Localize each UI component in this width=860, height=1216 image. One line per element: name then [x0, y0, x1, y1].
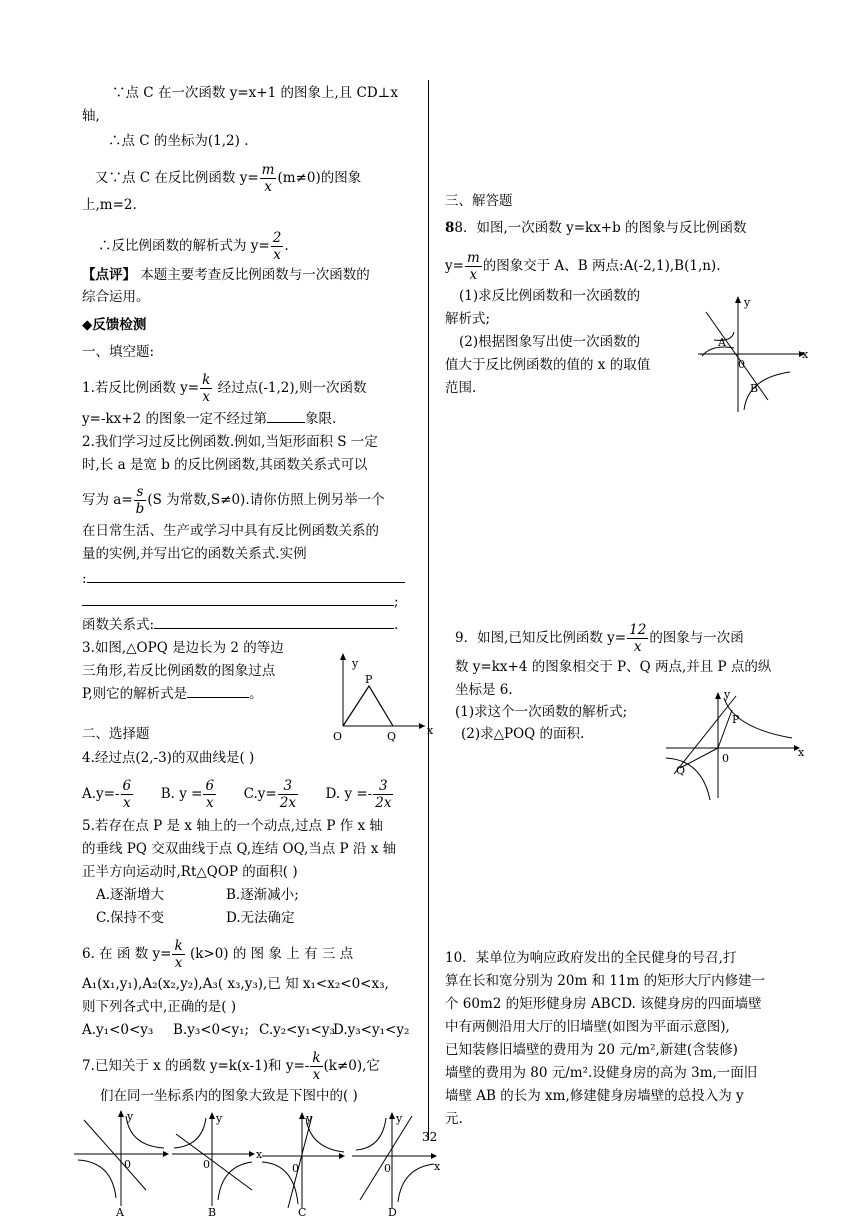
text-line: 在日常生活、生产或学习中具有反比例函数关系的: [82, 523, 379, 539]
svg-text:0: 0: [292, 1162, 299, 1175]
section-heading: 一、填空题:: [82, 344, 155, 360]
svg-text:A: A: [116, 1206, 124, 1216]
svg-text:y: y: [127, 1110, 134, 1123]
question-6: 6. 在 函 数 y= $\frac{k}{x}$ (k>0) 的 图 象 上 有 三 点: [82, 938, 354, 971]
svg-text:C: C: [298, 1206, 307, 1216]
svg-text:0: 0: [722, 752, 729, 765]
option: B.逐渐减小;: [226, 887, 299, 903]
axis-label-x: x: [427, 724, 434, 737]
svg-text:y: y: [396, 1112, 403, 1125]
text-line: 已知装修旧墙壁的费用为 20 元/m²,新建(含装修): [445, 1042, 738, 1058]
text-line: (2)根据图象写出使一次函数的: [459, 334, 641, 350]
graph-option-d: [348, 1108, 444, 1216]
svg-text:x: x: [256, 1148, 263, 1161]
svg-text:x: x: [798, 746, 805, 759]
graph-q9: [662, 688, 804, 802]
axis-label-y: y: [352, 657, 359, 670]
text-line: ∴点 C 的坐标为(1,2) .: [108, 133, 249, 149]
text-line: ∵点 C 在一次函数 y=x+1 的图象上,且 CD⊥x: [112, 85, 398, 101]
text-line: (1)求反比例函数和一次函数的: [459, 288, 641, 304]
text-line: 又∵点 C 在反比例函数 y= $\frac{m}{x}$ (m≠0)的图象: [95, 162, 362, 195]
option: B.y₃<0<y₁;: [173, 1022, 250, 1038]
svg-text:P: P: [732, 713, 740, 726]
graph-q8: [694, 292, 810, 416]
section-heading: 三、解答题: [445, 193, 513, 209]
text-line: 数 y=kx+4 的图象相交于 P、Q 两点,并且 P 点的纵: [455, 659, 772, 675]
text-line: 正半方向运动时,Rt△QOP 的面积( ): [82, 864, 298, 880]
text-line: 轴,: [82, 108, 100, 124]
svg-text:0: 0: [203, 1158, 210, 1171]
text-line: 上,m=2.: [82, 197, 137, 213]
svg-text:0: 0: [738, 358, 745, 371]
svg-text:B: B: [750, 382, 759, 395]
page-number: 32: [422, 1130, 438, 1144]
svg-text:A: A: [718, 336, 726, 349]
svg-text:Q: Q: [676, 764, 686, 777]
question-7: 7.已知关于 x 的函数 y=k(x-1)和 y=- $\frac{k}{x}$ (k≠0),它: [82, 1050, 380, 1083]
text-line: 墙壁 AB 的长为 xm,修建健身房墙壁的总投入为 y: [445, 1088, 744, 1104]
text-line: 综合运用。: [82, 289, 150, 305]
option: A.y₁<0<y₃: [82, 1022, 154, 1038]
text-line: 解析式;: [445, 311, 491, 327]
text-line: 量的实例,并写出它的函数关系式.实例: [82, 546, 307, 562]
svg-text:x: x: [802, 348, 809, 361]
graph-option-a: [74, 1108, 170, 1216]
text-line: 则下列各式中,正确的是( ): [82, 999, 237, 1015]
text-line: :: [82, 570, 405, 588]
text-line: y= $\frac{m}{x}$ 的图象交于 A、B 两点:A(-2,1),B(1,n).: [445, 250, 721, 283]
section-heading: ◆反馈检测: [82, 317, 147, 333]
triangle-figure: [325, 650, 434, 745]
text-line: 函数关系式: .: [82, 617, 399, 633]
origin-label: O: [333, 730, 343, 743]
text-line: P,则它的解析式是 。: [82, 686, 263, 702]
question-2: 2.我们学习过反比例函数.例如,当矩形面积 S 一定: [82, 434, 378, 450]
svg-text:B: B: [208, 1206, 217, 1216]
option: C.y₂<y₁<y₃: [259, 1022, 335, 1038]
svg-text:x: x: [434, 1160, 441, 1173]
svg-text:y: y: [744, 296, 751, 309]
text-line: 们在同一坐标系内的图象大致是下图中的( ): [100, 1088, 358, 1104]
text-line: (1)求这个一次函数的解析式;: [455, 704, 628, 720]
column-divider: [428, 80, 429, 1140]
fraction: $\frac{m}{x}$: [261, 162, 275, 195]
section-heading: 二、选择题: [82, 726, 150, 742]
text-line: (2)求△POQ 的面积.: [461, 726, 585, 742]
question-3: 3.如图,△OPQ 是边长为 2 的等边: [82, 640, 284, 656]
point-label: P: [365, 673, 373, 686]
svg-text:y: y: [724, 688, 731, 701]
text-line: 三角形,若反比例函数的图象过点: [82, 663, 276, 679]
option: C.保持不变: [96, 910, 165, 926]
graph-option-b: [168, 1108, 263, 1216]
text-line: A₁(x₁,y₁),A₂(x₂,y₂),A₃( x₃,y₃),已 知 x₁<x₂<0<x₃,: [82, 976, 389, 992]
question-1: 1.若反比例函数 y= $\frac{k}{x}$ 经过点(-1,2),则一次函数: [82, 372, 367, 405]
option: D.无法确定: [226, 910, 295, 926]
svg-text:y: y: [216, 1112, 223, 1125]
text-line: 坐标是 6.: [455, 682, 513, 698]
text-line: y=-kx+2 的图象一定不经过第 象限.: [82, 411, 337, 427]
question-9: 9．如图,已知反比例函数 y= $\frac{12}{x}$ 的图象与一次函: [455, 622, 744, 655]
comment-line: 【点评】 本题主要考查反比例函数与一次函数的: [82, 267, 370, 283]
text-line: 写为 a= $\frac{s}{b}$ (S 为常数,S≠0).请你仿照上例另举一个: [82, 484, 385, 517]
question-4: 4.经过点(2,-3)的双曲线是( ): [82, 750, 255, 766]
question-8: 88．如图,一次函数 y=kx+b 的图象与反比例函数: [445, 220, 747, 236]
text-line: ;: [82, 593, 399, 611]
text-line: 个 60m2 的矩形健身房 ABCD. 该健身房的四面墙壁: [445, 996, 762, 1012]
text-line: 墙壁的费用为 80 元/m².设健身房的高为 3m,一面旧: [445, 1065, 758, 1081]
text-line: 时,长 a 是宽 b 的反比例函数,其函数关系式可以: [82, 457, 368, 473]
svg-text:y: y: [306, 1112, 313, 1125]
option: D.y₃<y₁<y₂: [333, 1022, 410, 1038]
text-line: 的垂线 PQ 交双曲线于点 Q,连结 OQ,当点 P 沿 x 轴: [82, 841, 397, 857]
svg-text:0: 0: [124, 1158, 131, 1171]
svg-text:0: 0: [384, 1162, 391, 1175]
point-label: Q: [387, 730, 397, 743]
option: A.逐渐增大: [96, 887, 165, 903]
text-line: 元.: [445, 1111, 463, 1127]
svg-text:D: D: [388, 1206, 397, 1216]
text-line: 算在长和宽分别为 20m 和 11m 的矩形大厅内修建一: [445, 973, 766, 989]
question-5: 5.若存在点 P 是 x 轴上的一个动点,过点 P 作 x 轴: [82, 818, 383, 834]
text-line: 中有两侧沿用大厅的旧墙壁(如图为平面示意图),: [445, 1019, 730, 1035]
fraction: $\frac{2}{x}$: [272, 230, 282, 263]
text-line: ∴反比例函数的解析式为 y= $\frac{2}{x}$ .: [98, 230, 289, 263]
text-line: 值大于反比例函数的值的 x 的取值: [445, 357, 651, 373]
graph-option-c: [258, 1108, 350, 1216]
question-10: 10．某单位为响应政府发出的全民健身的号召,打: [445, 950, 737, 966]
text-line: 范围.: [445, 380, 477, 396]
options-q4: A.y=- $\frac{6}{x}$ B. y = $\frac{6}{x}$ C.y= $\frac{3}{2x}$ D. y =- $\frac{3}{2x}$: [82, 778, 392, 811]
